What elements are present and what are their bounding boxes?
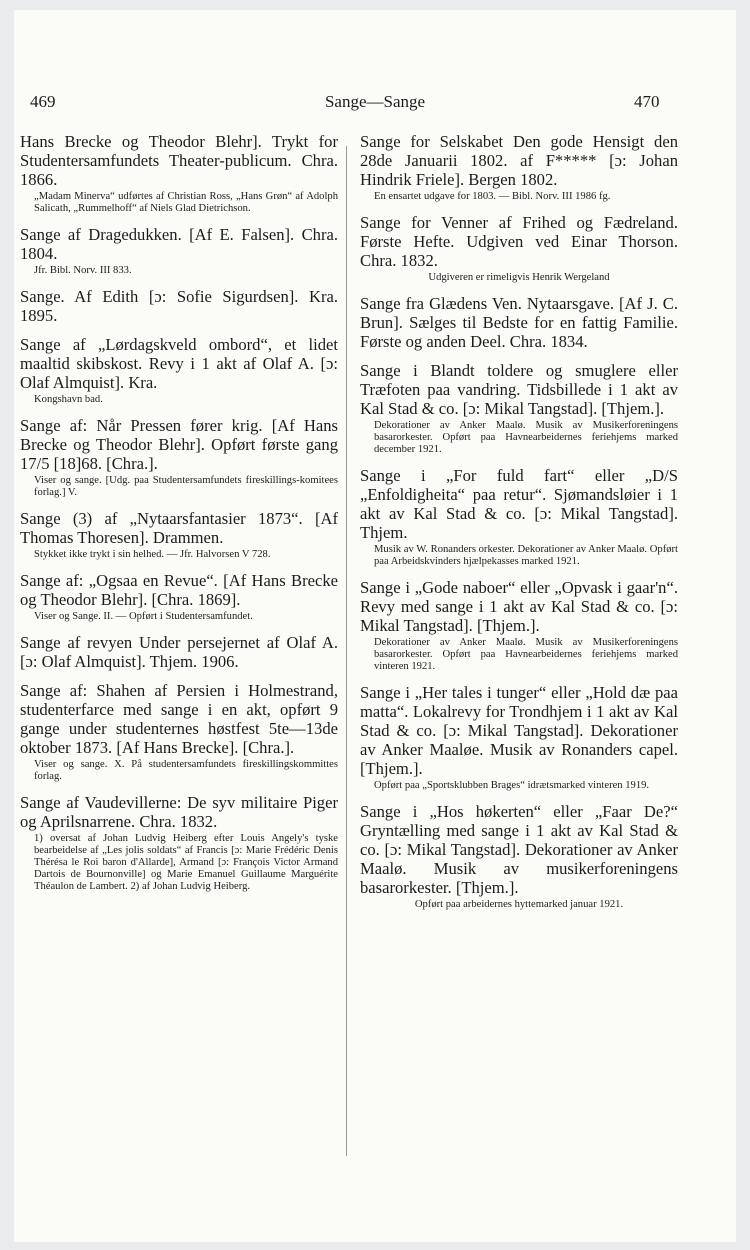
running-header: Sange—Sange [324,92,426,111]
entry [360,294,678,351]
entry [20,416,338,499]
entry [20,335,338,406]
entry-text: Sange af „Lørdagskveld ombord“, et lidet maaltid skibskost. Revy i 1 akt af Olaf A. [ɔ: Olaf Almquist]. Kra. [20,335,338,392]
entry [360,466,678,568]
entry-text: Sange i „Hos høkerten“ eller „Faar De?“ Gryntælling med sange i 1 akt av Kal Stad & co. [ɔ: Mikal Tangstad]. Dekorationer av Anker Maalø. Musik av musikerforeningens basarorkester. [Thjem.]. [360,802,678,897]
entry-note: Viser og sange. [Udg. paa Studentersamfundets fireskillings-komitees forlag.] V. [34,475,338,498]
entry-text: Sange (3) af „Nytaarsfantasier 1873“. [Af Thomas Thoresen]. Drammen. [20,509,338,547]
entry-note: Viser og Sange. II. — Opført i Studentersamfundet. [34,611,253,622]
entry-note: Musik av W. Ronanders orkester. Dekorationer av Anker Maalø. Opført paa Arbeidskvinders hjælpekasses marked 1921. [374,544,678,567]
entry [20,509,338,561]
entry-text: Sange i „For fuld fart“ eller „D/S „Enfoldigheita“ paa retur“. Sjømandsløier i 1 akt av Kal Stad & co. [ɔ: Mikal Tangstad]. Thjem. [360,466,678,542]
entry [20,793,338,893]
entry-note: Viser og sange. X. På studentersamfundets fireskillingskommittes forlag. [34,759,338,782]
entry-text: Sange fra Glædens Ven. Nytaarsgave. [Af J. C. Brun]. Sælges til Bedste for en fattig Familie. Første og anden Deel. Chra. 1834. [360,294,678,351]
entry [360,213,678,284]
entry [360,578,678,673]
entry [20,633,338,671]
entry [20,681,338,783]
page-number-right: 470 [634,92,660,111]
entry-text: Sange af: Når Pressen fører krig. [Af Hans Brecke og Theodor Blehr]. Opført første gang 17/5 [18]68. [Chra.]. [20,416,338,473]
entry [20,571,338,623]
page [14,10,736,1242]
entry [20,225,338,277]
entry-note: Udgiveren er rimeligvis Henrik Wergeland [428,272,610,283]
entry-text: Sange for Venner af Frihed og Fædreland. Første Hefte. Udgiven ved Einar Thorson. Chra. 1832. [360,213,678,270]
entry-text: Sange af Dragedukken. [Af E. Falsen]. Chra. 1804. [20,225,338,263]
entry-text: Sange af revyen Under persejernet af Olaf A. [ɔ: Olaf Almquist]. Thjem. 1906. [20,633,338,671]
entry-note: Dekorationer av Anker Maalø. Musik av Musikerforeningens basarorkester. Opført paa Havnearbeidernes feriehjems marked vinteren 1921. [374,637,678,672]
entry-note: Jfr. Bibl. Norv. III 833. [34,265,132,276]
entry-text: Sange i „Gode naboer“ eller „Opvask i gaar'n“. Revy med sange i 1 akt av Kal Stad & co. [ɔ: Mikal Tangstad]. [Thjem.]. [360,578,678,635]
entry-text: Sange af: „Ogsaa en Revue“. [Af Hans Brecke og Theodor Blehr]. [Chra. 1869]. [20,571,338,609]
entry-text: Sange af Vaudevillerne: De syv militaire Piger og Aprilsnarrene. Chra. 1832. [20,793,338,831]
entry-text: Sange i Blandt toldere og smuglere eller Træfoten paa vandring. Tidsbillede i 1 akt av Kal Stad & co. [ɔ: Mikal Tangstad]. [Thjem.]. [360,361,678,418]
entry-note: Opført paa „Sportsklubben Brages“ idrætsmarked vinteren 1919. [374,780,650,791]
entry-note: „Madam Minerva“ udførtes af Christian Ross, „Hans Grøn“ af Adolph Salicath, „Rummelhoff“ af Niels Glad Dietrichson. [34,191,338,214]
entry-text: Sange i „Her tales i tunger“ eller „Hold dæ paa matta“. Lokalrevy for Trondhjem i 1 akt av Kal Stad & co. [ɔ: Mikal Tangstad]. Dekorationer av Anker Maaløe. Musik av Ronanders capel. [Thjem.]. [360,683,678,778]
entry-text: Sange. Af Edith [ɔ: Sofie Sigurdsen]. Kra. 1895. [20,287,338,325]
entry-note: En ensartet udgave for 1803. — Bibl. Norv. III 1986 fg. [374,191,611,202]
column-divider [346,146,347,1156]
entry-note: 1) oversat af Johan Ludvig Heiberg efter Louis Angely's tyske bearbeidelse af „Les jolis soldats“ af Francis [ɔ: Marie Frédéric Denis Thérésa le Roi baron d'Allarde], Armand [ɔ: François Victor Armand Dartois de Bournonville] og Marie Emanuel Guillaume Marguérite Théaulon de Lambert. 2) af Johan Ludvig Heiberg. [34,833,338,892]
left-column [20,132,338,903]
entry [360,361,678,456]
entry-note: Dekorationer av Anker Maalø. Musik av Musikerforeningens basarorkester. Opført paa Havnearbeidernes feriehjems marked december 1921. [374,420,678,455]
entry-text: Sange for Selskabet Den gode Hensigt den 28de Januarii 1802. af F***** [ɔ: Johan Hindrik Friele]. Bergen 1802. [360,132,678,189]
entry [360,802,678,911]
entry-text: Hans Brecke og Theodor Blehr]. Trykt for Studentersamfundets Theater-publicum. Chra. 1866. [20,132,338,189]
entry-note: Stykket ikke trykt i sin helhed. — Jfr. Halvorsen V 728. [34,549,271,560]
entry [360,683,678,792]
entry-note: Opført paa arbeidernes hyttemarked januar 1921. [414,899,624,910]
right-column [360,132,678,921]
entry-note: Kongshavn bad. [34,394,103,405]
entry-text: Sange af: Shahen af Persien i Holmestrand, studenterfarce med sange i en akt, opført 9 gange under studenternes høstfest 5te—13de oktober 1873. [Af Hans Brecke]. [Chra.]. [20,681,338,757]
entry [20,132,338,215]
entry [20,287,338,325]
page-number-left: 469 [30,92,56,111]
entry [360,132,678,203]
